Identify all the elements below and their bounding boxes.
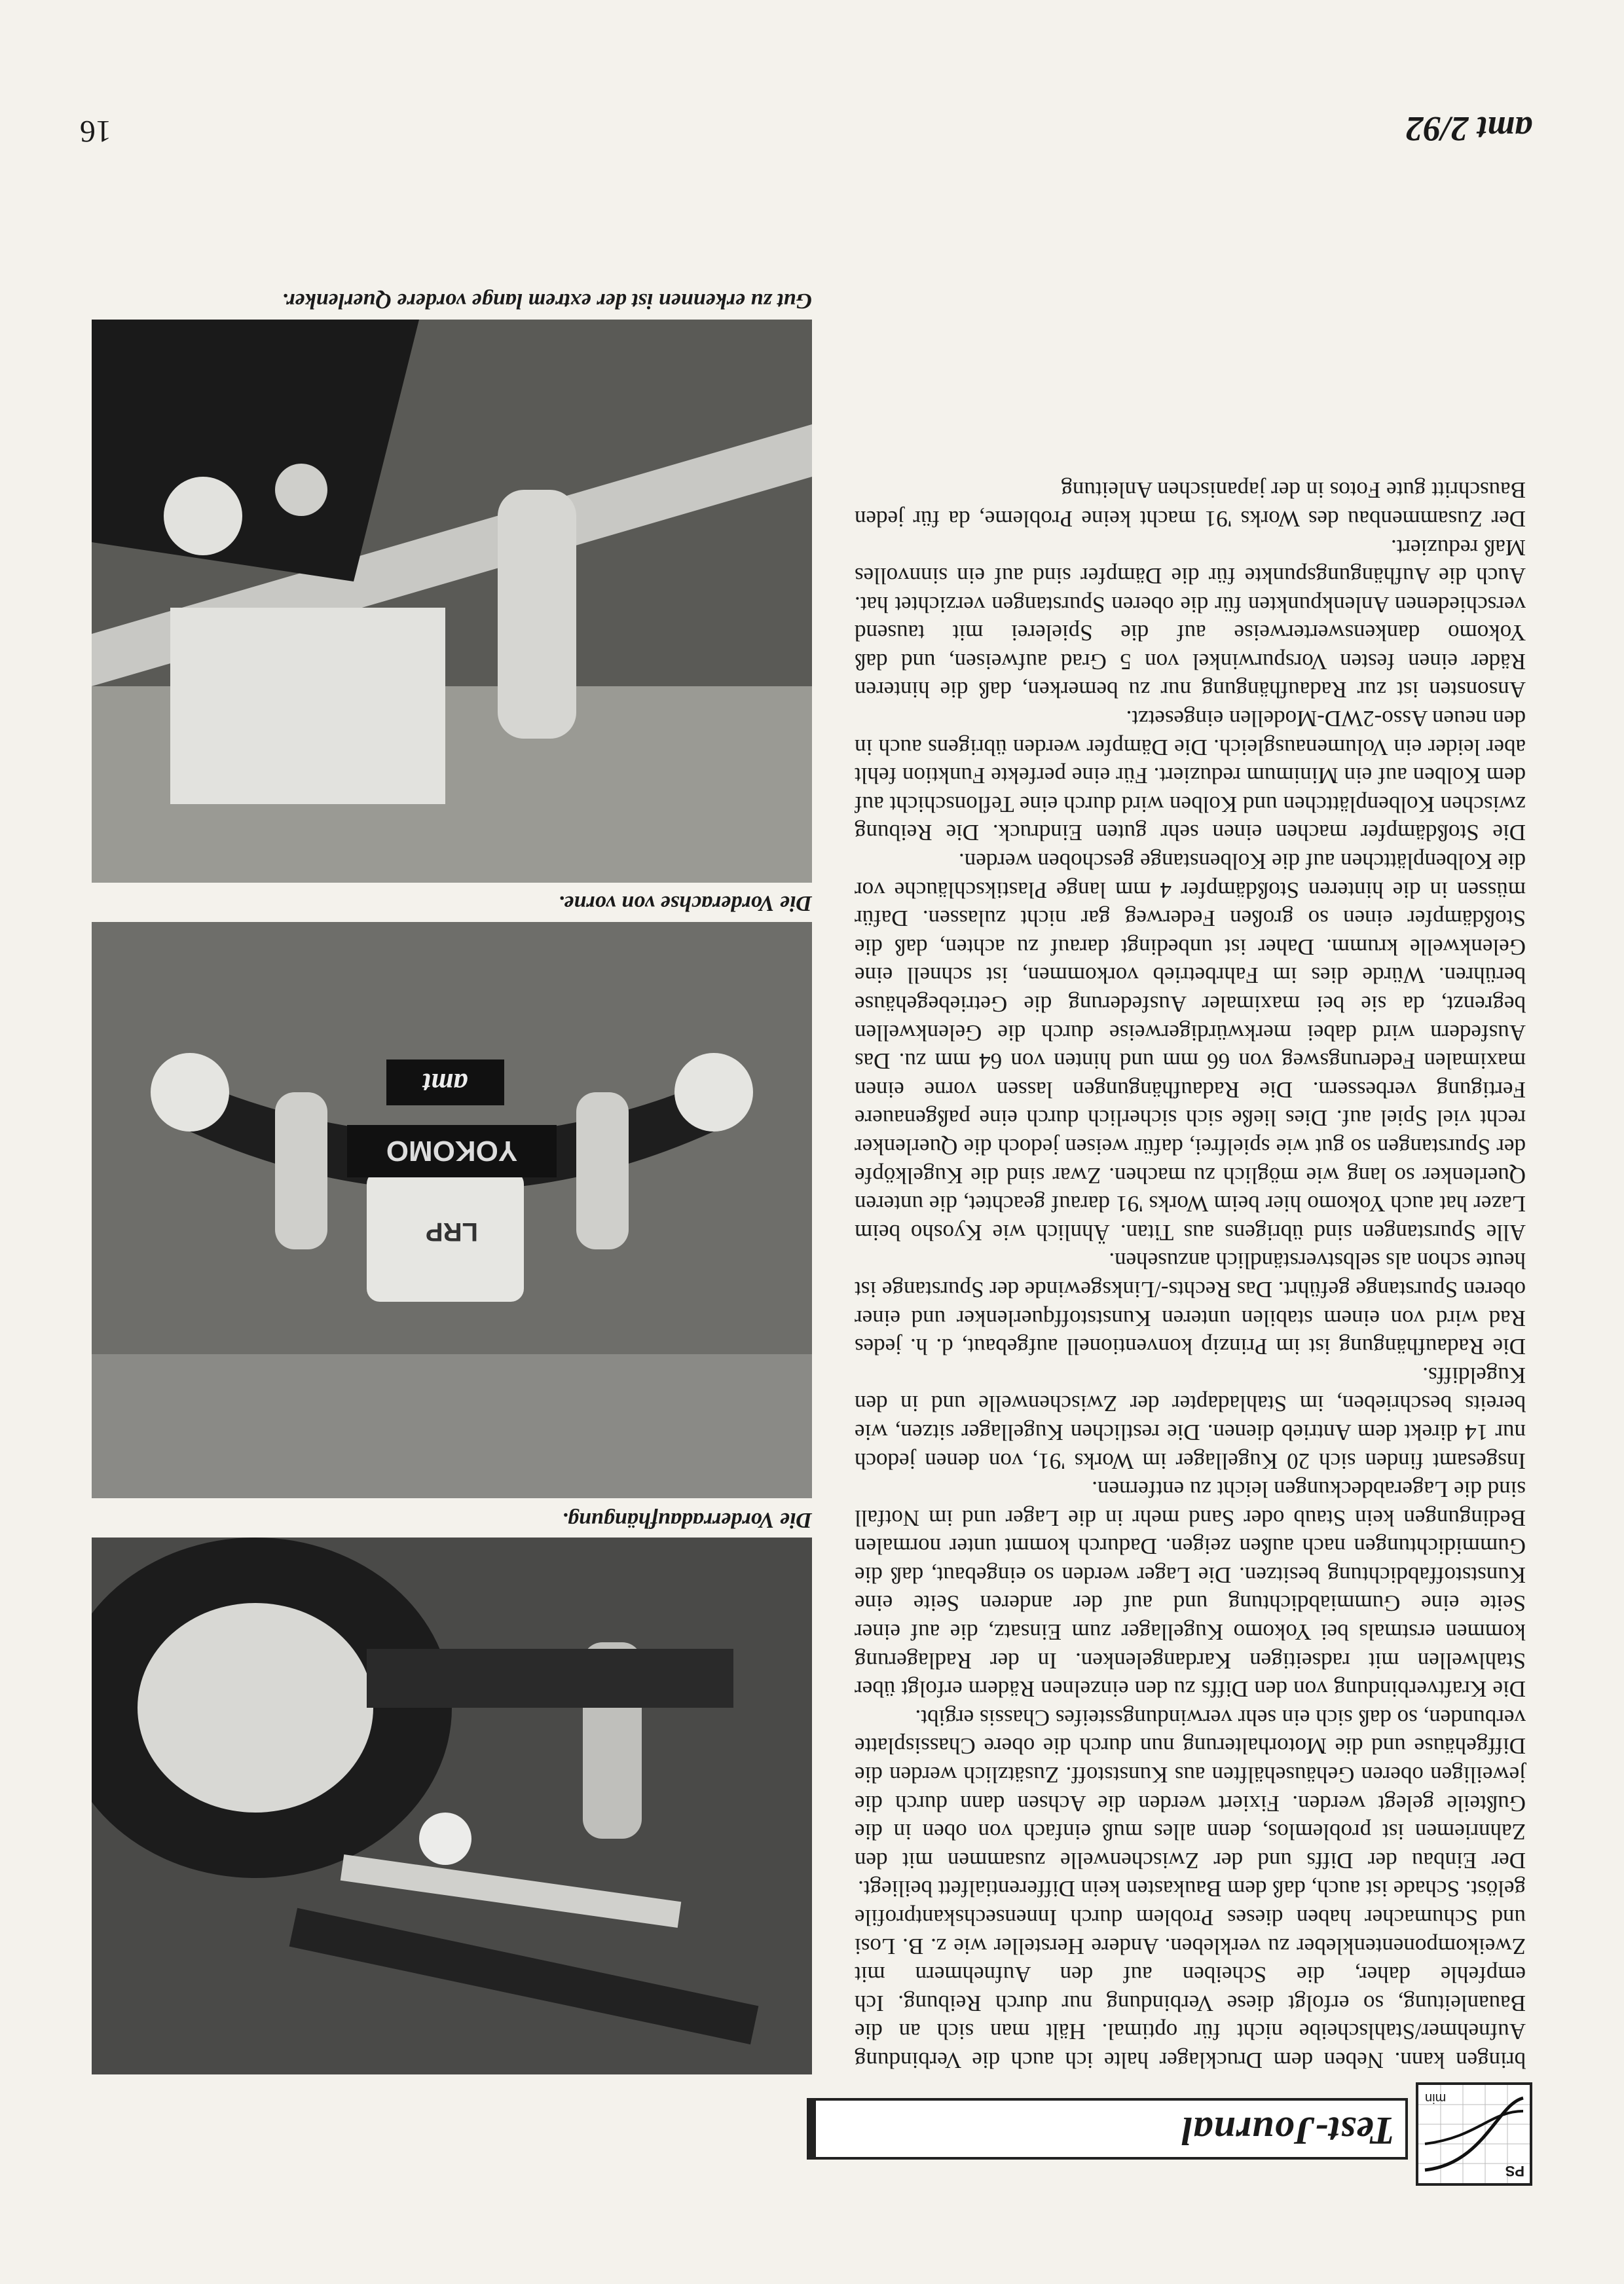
- photo-front-suspension-image: [92, 1538, 812, 2074]
- photo-caption: Gut zu erkennen ist der extrem lange vordere Querlenker.: [282, 289, 812, 313]
- article-paragraph: Die Radaufhängung ist im Prinzip konventionell aufgebaut, d. h. jedes Rad wird von einem stabilen unteren Kunststoffquerlenker und einer oberen Spurstange geführt. Das Rechts-/Linksgewinde der Spurstange ist heute schon als selbstverständlich anzusehen.: [855, 1248, 1526, 1360]
- article-paragraph: Der Zusammenbau des Works '91 macht keine Probleme, da für jeden Bauschritt gute Fotos in der japanischen Anleitung: [855, 477, 1526, 532]
- masthead: [812, 2088, 1532, 2186]
- photo-front-suspension: [92, 1538, 812, 2074]
- section-logo: [1416, 2082, 1532, 2186]
- issue-label: amt 2/92: [1405, 109, 1532, 149]
- body-brand-label: LRP: [426, 1217, 478, 1246]
- section-title-bar: [807, 2098, 1408, 2160]
- article-paragraph: bringen kann. Neben dem Drucklager halte ich auch die Verbindung Aufnehmer/Stahlscheibe nicht für optimal. Hält man sich an die Bauanleitung, so erfolgt diese Verbindung nur durch Reibung. Ich empfehle daher, die Scheiben auf den Aufnehmern mit Zweikomponentenkleber zu verkleben. Andere Hersteller wie z. B. Losi und Schumacher haben dieses Problem durch Innensechskantprofile gelöst. Schade ist auch, daß dem Baukasten kein Differentialfett beiliegt.: [855, 1876, 1526, 2073]
- photo-front-wishbone-image: [92, 320, 812, 883]
- photo-front-axle-image: [92, 922, 812, 1498]
- chassis-brand-label: YOKOMO: [386, 1135, 518, 1167]
- page-number: 16: [80, 114, 111, 149]
- photo-front-axle: [92, 922, 812, 1498]
- magazine-mark-label: amt: [422, 1067, 468, 1099]
- section-title: Test-Journal: [1181, 2109, 1395, 2152]
- logo-ps-label: PS: [1505, 2163, 1524, 2179]
- article-paragraph: Die Kraftverbindung von den Diffs zu den einzelnen Rädern erfolgt über Stahlwellen mit radseitigen Kardangelenken. In der Radlagerung kommen erstmals bei Yokomo Kugellager zum Einsatz, die auf einer Seite eine Gummiabdichtung und auf der anderen Seite eine Kunststoffabdichtung besitzen. Die Lager werden so eingebaut, daß die Gummidichtungen nach außen zeigen. Dadurch kommt unter normalen Bedingungen kein Staub oder Sand mehr in die Lager und im Notfall sind die Lagerabdeckungen leicht zu entfernen.: [855, 1477, 1526, 1703]
- photo-front-wishbone: [92, 320, 812, 883]
- photo-caption: Die Vorderradaufhängung.: [562, 1508, 812, 1532]
- article-paragraph: Der Einbau der Diffs und der Zwischenwelle zusammen mit den Zahnriemen ist problemlos, denn alles muß einfach von oben in die Gußteile gelegt werden. Fixiert werden die Achsen dann durch die jeweiligen oberen Gehäusehälften aus Kunststoff. Zusätzlich werden die Diffgehäuse und die Motorhalterung nun durch die obere Chassisplatte verbunden, so daß sich ein sehr verwindungssteifes Chassis ergibt.: [855, 1704, 1526, 1873]
- article-paragraph: Insgesamt finden sich 20 Kugellager im Works '91, von denen jedoch nur 14 direkt dem Antrieb dienen. Die restlichen Kugellager sitzen, wie bereits beschrieben, im Stahladapter der Zwischenwelle und in den Kugeldiffs.: [855, 1362, 1526, 1474]
- logo-min-label: min: [1425, 2091, 1447, 2105]
- article-paragraph: Die Stoßdämpfer machen einen sehr guten Eindruck. Die Reibung zwischen Kolbenplättchen und Kolben wird durch eine Teflonschicht auf dem Kolben auf ein Minimum reduziert. Für eine perfekte Funktion fehlt aber leider ein Volumenausgleich. Die Dämpfer werden übrigens auch in den neuen Asso-2WD-Modellen eingesetzt.: [855, 706, 1526, 846]
- article-paragraph: Alle Spurstangen sind übrigens aus Titan. Ähnlich wie Kyosho beim Lazer hat auch Yokomo hier beim Works '91 darauf geachtet, die unteren Querlenker so lang wie möglich zu machen. Zwar sind die Kugelköpfe der Spurstangen so gut wie spielfrei, dafür weisen jedoch die Querlenker recht viel Spiel auf. Dies ließe sich sicherlich durch eine paßgenauere Fertigung verbessern. Die Radaufhängungen lassen vorne einen maximalen Federungsweg von 66 mm und hinten von 64 mm zu. Das Ausfedern wird dabei merkwürdigerweise durch die Gelenkwellen begrenzt, da sie bei maximaler Ausfederung die Getriebegehäuse berühren. Würde dies im Fahrbetrieb vorkommen, ist schnell eine Gelenkwelle krumm. Daher ist unbedingt darauf zu achten, daß die Stoßdämpfer einen so großen Federweg gar nicht zulassen. Dafür müssen in die hinteren Stoßdämpfer 4 mm lange Plastikschläuche vor die Kolbenplättchen auf die Kolbenstange geschoben werden.: [855, 849, 1526, 1245]
- article-paragraph: Ansonsten ist zur Radaufhängung nur zu bemerken, daß die hinteren Räder einen festen Vorspurwinkel von 5 Grad aufweisen, und daß Yokomo dankenswerterweise auf die Spielerei mit tausend verschiedenen Anlenkpunkten für die oberen Spurstangen verzichtet hat. Auch die Aufhängungspunkte für die Dämpfer sind auf ein sinnvolles Maß reduziert.: [855, 534, 1526, 703]
- photo-caption: Die Vorderachse von vorne.: [558, 891, 812, 915]
- page-footer: [80, 109, 1532, 149]
- article-text-column: [855, 320, 1526, 2074]
